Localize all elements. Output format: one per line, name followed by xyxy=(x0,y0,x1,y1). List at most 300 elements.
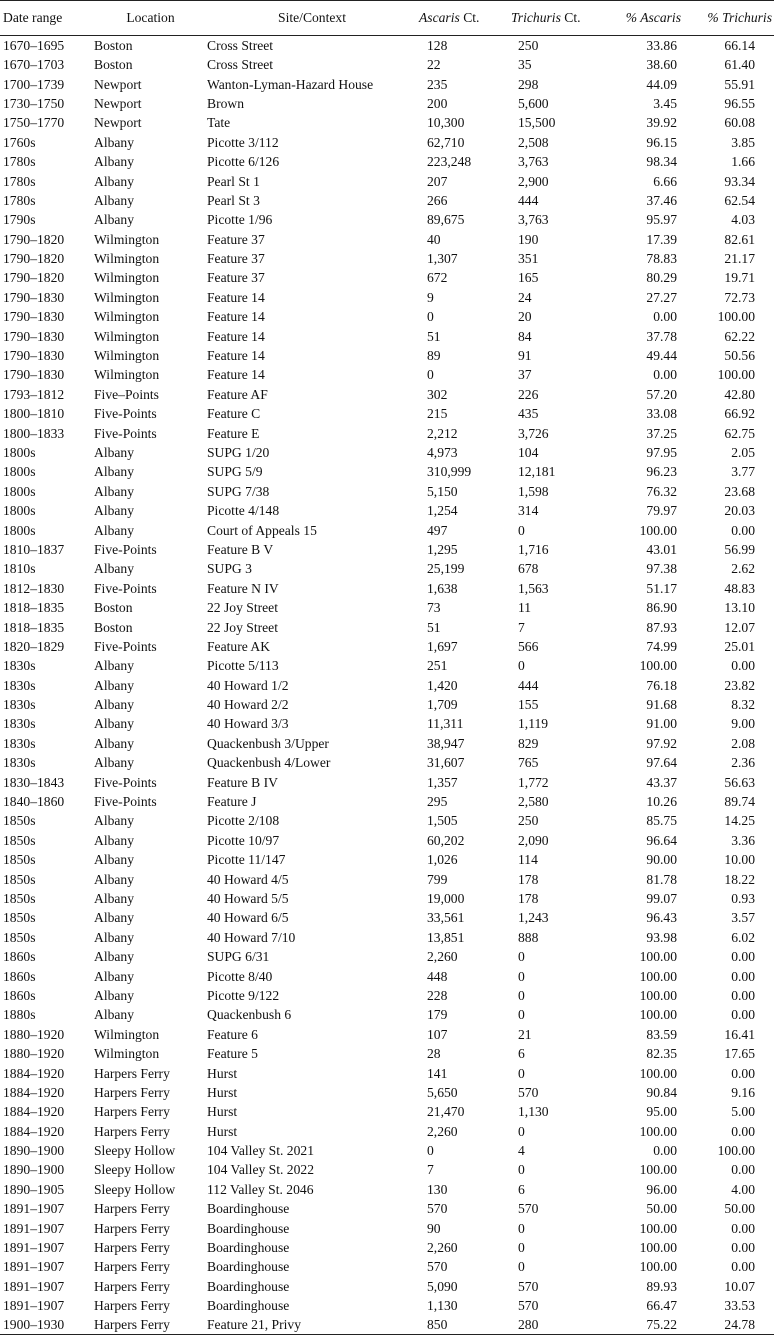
ascaris-count-cell: 0 xyxy=(427,1143,434,1159)
pct-trichuris-cell: 0.00 xyxy=(731,1162,755,1178)
pct-ascaris-cell: 39.92 xyxy=(646,115,677,131)
site-context-cell: Picotte 9/122 xyxy=(207,987,280,1003)
location-cell: Albany xyxy=(94,173,135,189)
date-range-cell: 1790–1830 xyxy=(3,348,65,364)
table-row xyxy=(0,307,774,326)
location-cell: Albany xyxy=(94,1007,135,1023)
ascaris-count-cell: 128 xyxy=(427,38,448,53)
table-row xyxy=(0,889,774,908)
site-context-cell: Boardinghouse xyxy=(207,1259,290,1275)
trichuris-count-cell: 678 xyxy=(518,561,539,577)
table-row xyxy=(0,462,774,481)
ascaris-count-cell: 21,470 xyxy=(427,1104,465,1120)
ascaris-count-cell: 295 xyxy=(427,794,448,810)
pct-ascaris-cell: 17.39 xyxy=(646,231,677,247)
pct-ascaris-cell: 98.34 xyxy=(646,154,677,170)
site-context-cell: Quackenbush 6 xyxy=(207,1007,292,1023)
location-cell: Wilmington xyxy=(94,231,160,247)
ascaris-count-cell: 228 xyxy=(427,987,448,1003)
header-location: Location xyxy=(94,1,207,36)
trichuris-count-cell: 0 xyxy=(518,949,525,965)
pct-trichuris-cell: 50.00 xyxy=(724,1201,755,1217)
date-range-cell: 1830s xyxy=(3,755,36,771)
trichuris-count-cell: 0 xyxy=(518,1220,525,1236)
location-cell: Albany xyxy=(94,949,135,965)
location-cell: Harpers Ferry xyxy=(94,1104,170,1120)
location-cell: Albany xyxy=(94,716,135,732)
ascaris-count-cell: 302 xyxy=(427,386,448,402)
trichuris-count-cell: 15,500 xyxy=(518,115,556,131)
location-cell: Albany xyxy=(94,813,135,829)
site-context-cell: Picotte 11/147 xyxy=(207,852,286,868)
trichuris-count-cell: 1,130 xyxy=(518,1104,549,1120)
pct-trichuris-cell: 20.03 xyxy=(724,503,755,519)
site-context-cell: Picotte 1/96 xyxy=(207,212,273,228)
pct-ascaris-cell: 91.00 xyxy=(646,716,677,732)
date-range-cell: 1840–1860 xyxy=(3,794,65,810)
location-cell: Five-Points xyxy=(94,406,157,422)
pct-ascaris-cell: 99.07 xyxy=(646,890,677,906)
trichuris-count-cell: 24 xyxy=(518,289,532,305)
location-cell: Five–Points xyxy=(94,386,159,402)
site-context-cell: Feature AK xyxy=(207,638,271,654)
ascaris-count-cell: 60,202 xyxy=(427,832,465,848)
location-cell: Albany xyxy=(94,134,135,150)
trichuris-count-cell: 570 xyxy=(518,1084,539,1100)
table-row xyxy=(0,772,774,791)
location-cell: Albany xyxy=(94,445,135,460)
date-range-cell: 1793–1812 xyxy=(3,386,65,402)
ascaris-count-cell: 207 xyxy=(427,173,448,189)
pct-ascaris-cell: 96.00 xyxy=(646,1181,677,1197)
pct-trichuris-cell: 0.00 xyxy=(731,987,755,1003)
ascaris-count-cell: 1,307 xyxy=(427,251,458,267)
pct-ascaris-cell: 6.66 xyxy=(653,173,677,189)
location-cell: Boston xyxy=(94,57,133,73)
pct-ascaris-cell: 80.29 xyxy=(646,270,677,286)
site-context-cell: Picotte 4/148 xyxy=(207,503,280,519)
pct-ascaris-cell: 37.46 xyxy=(646,192,677,208)
date-range-cell: 1818–1835 xyxy=(3,600,65,616)
site-context-cell: 40 Howard 4/5 xyxy=(207,871,289,887)
trichuris-count-cell: 570 xyxy=(518,1278,539,1294)
site-context-cell: Feature AF xyxy=(207,386,268,402)
pct-ascaris-cell: 33.86 xyxy=(646,38,677,53)
table-row xyxy=(0,1044,774,1063)
site-context-cell: Boardinghouse xyxy=(207,1220,290,1236)
ascaris-count-cell: 141 xyxy=(427,1065,448,1081)
location-cell: Albany xyxy=(94,968,135,984)
pct-ascaris-cell: 100.00 xyxy=(639,658,677,674)
location-cell: Albany xyxy=(94,987,135,1003)
table-row xyxy=(0,598,774,617)
date-range-cell: 1830s xyxy=(3,716,36,732)
site-context-cell: Picotte 10/97 xyxy=(207,832,280,848)
trichuris-count-cell: 190 xyxy=(518,231,539,247)
header-trichuris-count-suffix: Ct. xyxy=(564,10,581,25)
trichuris-count-cell: 435 xyxy=(518,406,539,422)
pct-ascaris-cell: 100.00 xyxy=(639,987,677,1003)
pct-trichuris-cell: 0.00 xyxy=(731,1240,755,1256)
trichuris-count-cell: 1,772 xyxy=(518,774,549,790)
trichuris-count-cell: 2,900 xyxy=(518,173,549,189)
site-context-cell: Feature 14 xyxy=(207,328,265,344)
site-context-cell: Feature 14 xyxy=(207,289,265,305)
pct-trichuris-cell: 72.73 xyxy=(724,289,755,305)
pct-ascaris-cell: 100.00 xyxy=(639,1007,677,1023)
pct-trichuris-cell: 9.16 xyxy=(731,1084,755,1100)
pct-trichuris-cell: 3.36 xyxy=(731,832,755,848)
trichuris-count-cell: 444 xyxy=(518,192,539,208)
site-context-cell: SUPG 5/9 xyxy=(207,464,263,480)
ascaris-count-cell: 10,300 xyxy=(427,115,465,131)
ascaris-count-cell: 1,420 xyxy=(427,677,458,693)
date-range-cell: 1850s xyxy=(3,890,36,906)
pct-ascaris-cell: 89.93 xyxy=(646,1278,677,1294)
table-row xyxy=(0,540,774,559)
ascaris-count-cell: 2,212 xyxy=(427,425,458,441)
trichuris-count-cell: 3,763 xyxy=(518,212,549,228)
trichuris-count-cell: 250 xyxy=(518,38,539,53)
site-context-cell: SUPG 7/38 xyxy=(207,483,270,499)
site-context-cell: Boardinghouse xyxy=(207,1201,290,1217)
pct-ascaris-cell: 87.93 xyxy=(646,619,677,635)
trichuris-count-cell: 444 xyxy=(518,677,539,693)
site-context-cell: Feature 14 xyxy=(207,367,265,383)
date-range-cell: 1850s xyxy=(3,929,36,945)
pct-ascaris-cell: 50.00 xyxy=(646,1201,677,1217)
table-row xyxy=(0,443,774,462)
location-cell: Wilmington xyxy=(94,328,160,344)
date-range-cell: 1891–1907 xyxy=(3,1298,65,1314)
ascaris-count-cell: 200 xyxy=(427,95,448,111)
pct-trichuris-cell: 17.65 xyxy=(724,1046,755,1062)
table-row xyxy=(0,249,774,268)
ascaris-count-cell: 0 xyxy=(427,309,434,325)
date-range-cell: 1891–1907 xyxy=(3,1278,65,1294)
site-context-cell: Wanton-Lyman-Hazard House xyxy=(207,76,374,92)
pct-ascaris-cell: 37.25 xyxy=(646,425,677,441)
pct-trichuris-cell: 0.00 xyxy=(731,1220,755,1236)
location-cell: Albany xyxy=(94,852,135,868)
table-body xyxy=(0,36,774,1335)
pct-trichuris-cell: 13.10 xyxy=(724,600,755,616)
trichuris-count-cell: 0 xyxy=(518,987,525,1003)
table-row xyxy=(0,94,774,113)
trichuris-count-cell: 114 xyxy=(518,852,538,868)
trichuris-count-cell: 84 xyxy=(518,328,532,344)
pct-trichuris-cell: 0.00 xyxy=(731,1259,755,1275)
pct-ascaris-cell: 0.00 xyxy=(653,309,677,325)
date-range-cell: 1900–1930 xyxy=(0,1315,94,1335)
trichuris-count-cell: 2,580 xyxy=(518,794,549,810)
location-cell: Newport xyxy=(94,115,142,131)
pct-ascaris-cell: 96.64 xyxy=(646,832,677,848)
date-range-cell: 1884–1920 xyxy=(3,1104,65,1120)
trichuris-count-cell: 3,763 xyxy=(518,154,549,170)
trichuris-count-cell: 1,563 xyxy=(518,580,549,596)
pct-trichuris-cell: 0.00 xyxy=(731,949,755,965)
site-context-cell: Feature 5 xyxy=(207,1046,258,1062)
ascaris-count-cell: 1,505 xyxy=(427,813,458,829)
header-ascaris-count-suffix: Ct. xyxy=(463,10,480,25)
location-cell: Wilmington xyxy=(94,251,160,267)
pct-trichuris-cell: 6.02 xyxy=(731,929,755,945)
date-range-cell: 1790–1830 xyxy=(3,309,65,325)
table-row xyxy=(0,1121,774,1140)
date-range-cell: 1670–1695 xyxy=(3,38,65,53)
date-range-cell: 1812–1830 xyxy=(3,580,65,596)
site-context-cell: Quackenbush 3/Upper xyxy=(207,735,329,751)
location-cell: Wilmington xyxy=(94,348,160,364)
pct-ascaris-cell: 100.00 xyxy=(639,949,677,965)
pct-trichuris-cell: 25.01 xyxy=(724,638,755,654)
pct-trichuris-cell: 19.71 xyxy=(724,270,755,286)
table-row xyxy=(0,520,774,539)
pct-ascaris-cell: 44.09 xyxy=(646,76,677,92)
site-context-cell: Tate xyxy=(207,115,231,131)
date-range-cell: 1860s xyxy=(3,968,36,984)
pct-ascaris-cell: 51.17 xyxy=(646,580,677,596)
header-trichuris-genus: Trichuris xyxy=(511,10,561,25)
pct-trichuris-cell: 33.53 xyxy=(724,1298,755,1314)
pct-ascaris-cell: 76.18 xyxy=(646,677,677,693)
pct-trichuris-cell: 3.57 xyxy=(731,910,755,926)
pct-trichuris-cell: 0.00 xyxy=(731,1007,755,1023)
date-range-cell: 1750–1770 xyxy=(3,115,65,131)
trichuris-count-cell: 155 xyxy=(518,697,539,713)
trichuris-count-cell: 12,181 xyxy=(518,464,556,480)
table-row xyxy=(0,1141,774,1160)
date-range-cell: 1700–1739 xyxy=(3,76,65,92)
pct-trichuris-cell: 0.00 xyxy=(731,1065,755,1081)
ascaris-count-cell: 672 xyxy=(427,270,448,286)
location-cell: Harpers Ferry xyxy=(94,1298,170,1314)
ascaris-count-cell: 1,026 xyxy=(427,852,458,868)
site-context-cell: Feature E xyxy=(207,425,260,441)
trichuris-count-cell: 178 xyxy=(518,890,539,906)
pct-ascaris-cell: 57.20 xyxy=(646,386,677,402)
trichuris-count-cell: 0 xyxy=(518,1065,525,1081)
site-context-cell: 40 Howard 6/5 xyxy=(207,910,289,926)
pct-trichuris-cell: 50.56 xyxy=(724,348,755,364)
pct-ascaris-cell: 97.92 xyxy=(646,735,677,751)
trichuris-count-cell: 4 xyxy=(518,1143,525,1159)
trichuris-count-cell: 888 xyxy=(518,929,539,945)
pct-ascaris-cell: 90.84 xyxy=(646,1084,677,1100)
location-cell: Harpers Ferry xyxy=(94,1240,170,1256)
location-cell: Boston xyxy=(94,38,133,53)
location-cell: Albany xyxy=(94,212,135,228)
pct-ascaris-cell: 100.00 xyxy=(639,1162,677,1178)
date-range-cell: 1800s xyxy=(3,503,36,519)
location-cell: Albany xyxy=(94,483,135,499)
header-row xyxy=(0,1,774,36)
ascaris-count-cell: 25,199 xyxy=(427,561,465,577)
table-row xyxy=(0,1296,774,1315)
table-row xyxy=(0,1199,774,1218)
pct-trichuris-cell: 62.54 xyxy=(724,192,755,208)
date-range-cell: 1890–1900 xyxy=(3,1143,65,1159)
table-row xyxy=(0,1277,774,1296)
location-cell: Albany xyxy=(94,832,135,848)
table-row xyxy=(0,36,774,56)
table-row xyxy=(0,695,774,714)
trichuris-count-cell: 37 xyxy=(518,367,532,383)
location-cell: Boston xyxy=(94,619,133,635)
date-range-cell: 1790–1830 xyxy=(3,328,65,344)
table-row xyxy=(0,1102,774,1121)
ascaris-count-cell: 22 xyxy=(427,57,441,73)
pct-ascaris-cell: 79.97 xyxy=(646,503,677,519)
site-context-cell: 40 Howard 5/5 xyxy=(207,890,289,906)
date-range-cell: 1850s xyxy=(3,813,36,829)
pct-ascaris-cell: 100.00 xyxy=(639,1065,677,1081)
pct-ascaris-cell: 85.75 xyxy=(646,813,677,829)
pct-ascaris-cell: 90.00 xyxy=(646,852,677,868)
date-range-cell: 1790–1830 xyxy=(3,367,65,383)
pct-trichuris-cell: 4.03 xyxy=(731,212,755,228)
trichuris-count-cell: 314 xyxy=(518,503,539,519)
ascaris-count-cell: 215 xyxy=(427,406,448,422)
table-row xyxy=(0,171,774,190)
table-row xyxy=(0,1025,774,1044)
pct-trichuris-cell: 0.00 xyxy=(731,968,755,984)
ascaris-count-cell: 38,947 xyxy=(427,735,465,751)
location-cell: Harpers Ferry xyxy=(94,1123,170,1139)
date-range-cell: 1880s xyxy=(3,1007,36,1023)
location-cell: Sleepy Hollow xyxy=(94,1162,176,1178)
ascaris-count-cell: 2,260 xyxy=(427,1240,458,1256)
date-range-cell: 1800–1810 xyxy=(3,406,65,422)
table-row xyxy=(0,1218,774,1237)
site-context-cell: Feature 14 xyxy=(207,309,265,325)
ascaris-count-cell: 51 xyxy=(427,619,441,635)
pct-trichuris-cell: 100.00 xyxy=(717,309,755,325)
site-context-cell: Brown xyxy=(207,95,245,111)
pct-ascaris-cell: 100.00 xyxy=(639,968,677,984)
ascaris-count-cell: 51 xyxy=(427,328,441,344)
site-context-cell: Picotte 8/40 xyxy=(207,968,273,984)
date-range-cell: 1780s xyxy=(3,173,36,189)
table-row xyxy=(0,831,774,850)
location-cell: Harpers Ferry xyxy=(94,1065,170,1081)
table-row xyxy=(0,268,774,287)
pct-ascaris-cell: 95.00 xyxy=(646,1104,677,1120)
ascaris-count-cell: 850 xyxy=(417,1315,509,1335)
pct-trichuris-cell: 24.78 xyxy=(687,1315,774,1335)
trichuris-count-cell: 1,598 xyxy=(518,483,549,499)
pct-ascaris-cell: 97.38 xyxy=(646,561,677,577)
location-cell: Five-Points xyxy=(94,774,157,790)
date-range-cell: 1880–1920 xyxy=(3,1046,65,1062)
pct-ascaris-cell: 76.32 xyxy=(646,483,677,499)
table-header xyxy=(0,1,774,36)
ascaris-count-cell: 107 xyxy=(427,1026,448,1042)
pct-ascaris-cell: 100.00 xyxy=(639,1220,677,1236)
table-row xyxy=(0,346,774,365)
date-range-cell: 1891–1907 xyxy=(3,1259,65,1275)
pct-trichuris-cell: 62.75 xyxy=(724,425,755,441)
table-row xyxy=(0,1315,774,1335)
date-range-cell: 1670–1703 xyxy=(3,57,65,73)
date-range-cell: 1730–1750 xyxy=(3,95,65,111)
ascaris-count-cell: 310,999 xyxy=(427,464,472,480)
pct-ascaris-cell: 83.59 xyxy=(646,1026,677,1042)
date-range-cell: 1790–1820 xyxy=(3,270,65,286)
pct-trichuris-cell: 23.68 xyxy=(724,483,755,499)
pct-trichuris-cell: 42.80 xyxy=(724,386,755,402)
table-row xyxy=(0,288,774,307)
location-cell: Albany xyxy=(94,910,135,926)
date-range-cell: 1780s xyxy=(3,154,36,170)
location-cell: Wilmington xyxy=(94,1026,160,1042)
table-row xyxy=(0,908,774,927)
trichuris-count-cell: 0 xyxy=(518,1007,525,1023)
trichuris-count-cell: 21 xyxy=(518,1026,532,1042)
table-row xyxy=(0,734,774,753)
date-range-cell: 1760s xyxy=(3,134,36,150)
trichuris-count-cell: 298 xyxy=(518,76,539,92)
pct-ascaris-cell: 100.00 xyxy=(639,1259,677,1275)
date-range-cell: 1790s xyxy=(3,212,36,228)
pct-ascaris-cell: 33.08 xyxy=(646,406,677,422)
pct-ascaris-cell: 27.27 xyxy=(646,289,677,305)
date-range-cell: 1800–1833 xyxy=(3,425,65,441)
table-row xyxy=(0,928,774,947)
pct-ascaris-cell: 81.78 xyxy=(646,871,677,887)
pct-ascaris-cell: 75.22 xyxy=(589,1315,687,1335)
pct-ascaris-cell: 74.99 xyxy=(646,638,677,654)
header-ascaris-genus: Ascaris xyxy=(419,10,460,25)
site-context-cell: Boardinghouse xyxy=(207,1278,290,1294)
pct-trichuris-cell: 14.25 xyxy=(724,813,755,829)
location-cell: Five-Points xyxy=(94,580,157,596)
table-row xyxy=(0,365,774,384)
table-row xyxy=(0,617,774,636)
site-context-cell: Hurst xyxy=(207,1123,238,1139)
table-row xyxy=(0,753,774,772)
date-range-cell: 1820–1829 xyxy=(3,638,65,654)
table-row xyxy=(0,152,774,171)
table-row xyxy=(0,811,774,830)
site-context-cell: Picotte 2/108 xyxy=(207,813,280,829)
site-context-cell: Feature N IV xyxy=(207,580,279,596)
site-context-cell: Feature 14 xyxy=(207,348,265,364)
trichuris-count-cell: 0 xyxy=(518,1240,525,1256)
table-row xyxy=(0,637,774,656)
pct-trichuris-cell: 66.14 xyxy=(724,38,755,53)
pct-ascaris-cell: 43.37 xyxy=(646,774,677,790)
pct-trichuris-cell: 0.00 xyxy=(731,522,755,538)
pct-ascaris-cell: 96.43 xyxy=(646,910,677,926)
pct-ascaris-cell: 38.60 xyxy=(646,57,677,73)
pct-trichuris-cell: 60.08 xyxy=(724,115,755,131)
site-context-cell: Hurst xyxy=(207,1065,238,1081)
ascaris-count-cell: 4,973 xyxy=(427,445,458,460)
site-context-cell: Feature B V xyxy=(207,541,274,557)
pct-ascaris-cell: 96.15 xyxy=(646,134,677,150)
location-cell: Albany xyxy=(94,755,135,771)
date-range-cell: 1860s xyxy=(3,949,36,965)
site-context-cell: SUPG 1/20 xyxy=(207,445,270,460)
site-context-cell: 104 Valley St. 2022 xyxy=(207,1162,314,1178)
table-row xyxy=(0,230,774,249)
location-cell: Five-Points xyxy=(94,794,157,810)
site-context-cell: SUPG 6/31 xyxy=(207,949,270,965)
trichuris-count-cell: 0 xyxy=(518,522,525,538)
date-range-cell: 1780s xyxy=(3,192,36,208)
